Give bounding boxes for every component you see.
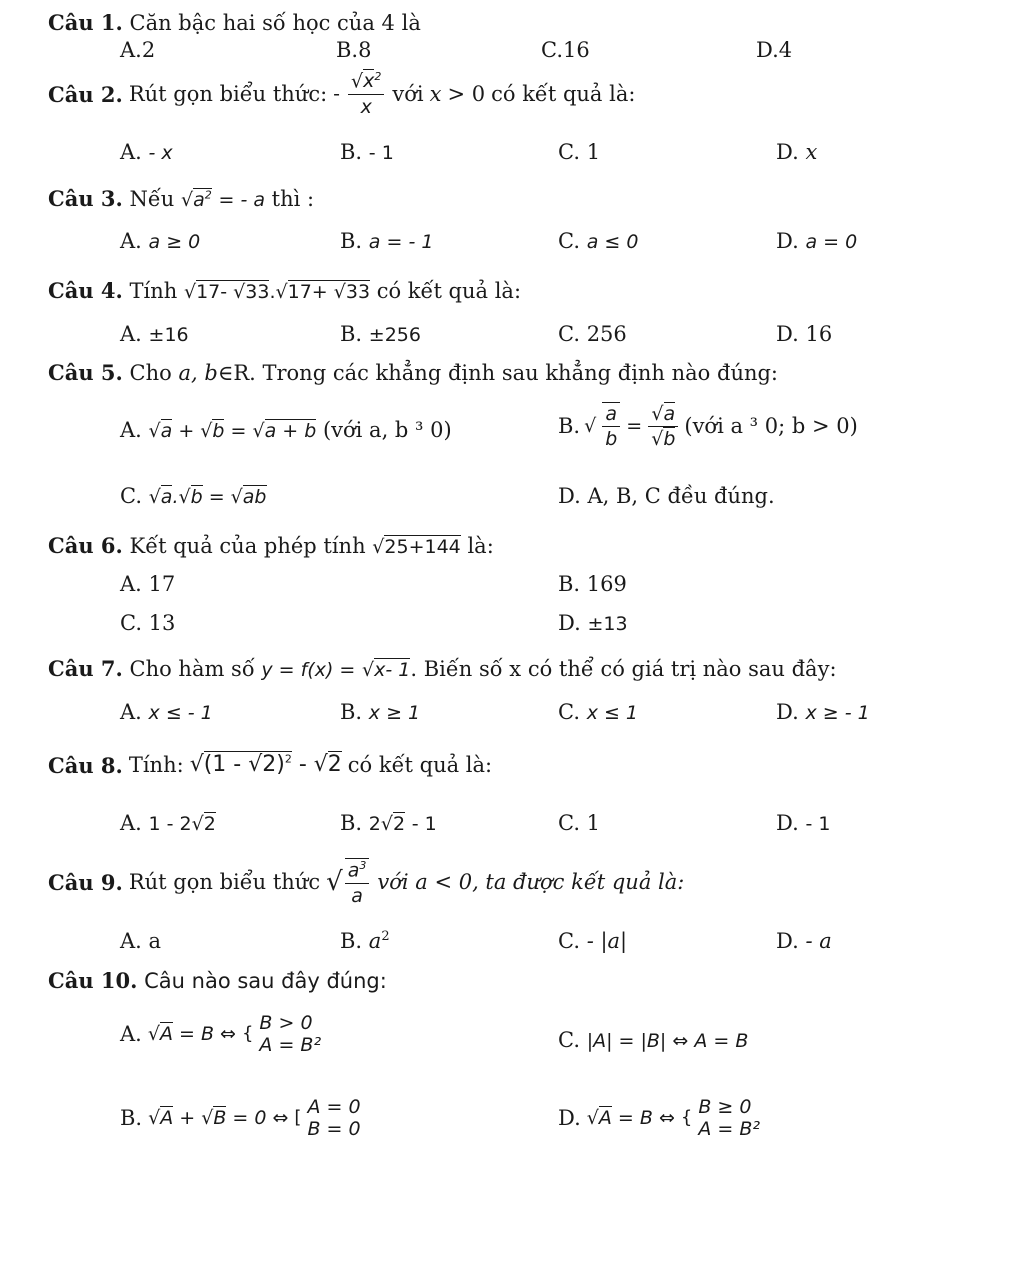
q1-option-a[interactable]: A.2	[120, 38, 156, 62]
question-5	[48, 360, 778, 386]
q10-option-d[interactable]: D. √A = B ⇔ { B ≥ 0 A = B²	[558, 1096, 760, 1140]
q4-option-b[interactable]: B. ±256	[340, 322, 421, 346]
q7-option-b[interactable]: B. x ≥ 1	[340, 700, 421, 724]
q3-option-b[interactable]: B. a = - 1	[340, 229, 434, 253]
question-1	[48, 10, 421, 36]
q4-product: √17- √33.√17+ √33	[183, 281, 371, 303]
q9-option-b[interactable]: B. $a^2$	[340, 929, 390, 953]
q2-option-a[interactable]: A. - x	[120, 140, 173, 164]
q4-option-c[interactable]: C. 256	[558, 322, 627, 346]
q5-set: ∈R	[217, 361, 250, 385]
q8-expr: √(1 - √2)$^2$ - √2	[189, 752, 342, 777]
q10-option-a[interactable]: A. √A = B ⇔ { B > 0 A = B²	[120, 1012, 322, 1056]
q1-option-d[interactable]: D.4	[756, 38, 793, 62]
question-8	[48, 752, 492, 778]
q6-label: Câu 6.	[48, 533, 123, 558]
q8-tail: có kết quả là:	[347, 752, 493, 777]
q2-label: Câu 2.	[48, 81, 123, 107]
q7-option-a[interactable]: A. x ≤ - 1	[120, 700, 213, 724]
q5-tail: . Trong các khẳng định sau khẳng định nào đúng:	[249, 361, 779, 385]
q2-text: Rút gọn biểu thức:	[128, 81, 328, 106]
q3-text: Nếu	[129, 187, 175, 211]
q5-text: Cho	[129, 361, 172, 385]
q1-text: Căn bậc hai số học của	[129, 11, 375, 35]
q5-vars: a, b	[178, 361, 218, 385]
q6-option-b[interactable]: B. 169	[558, 572, 627, 596]
q6-tail: là:	[467, 534, 494, 558]
q9-label: Câu 9.	[48, 870, 123, 896]
q2-numerator: $√x^2$	[348, 70, 384, 95]
question-6	[48, 533, 494, 559]
q10-text: Câu nào sau đây đúng:	[144, 969, 387, 993]
q1-number: 4	[381, 11, 395, 35]
q7-function: y = f(x) =	[261, 659, 356, 681]
q2-denominator: x	[360, 96, 372, 119]
q2-minus: -	[333, 83, 341, 106]
question-2	[48, 70, 635, 119]
question-10	[48, 968, 387, 994]
q2-tail: có kết quả là:	[491, 81, 636, 106]
q9-option-c[interactable]: C. - |a|	[558, 929, 628, 953]
q1-label: Câu 1.	[48, 10, 123, 35]
q5-option-c[interactable]: C. √a.√b = √ab	[120, 484, 267, 508]
q6-option-a[interactable]: A. 17	[120, 572, 176, 596]
question-3	[48, 186, 314, 212]
q2-option-c[interactable]: C. 1	[558, 140, 601, 164]
q7-option-d[interactable]: D. x ≥ - 1	[776, 700, 870, 724]
question-7	[48, 656, 837, 682]
q6-text: Kết quả của phép tính	[129, 534, 366, 558]
q3-rhs: = - a	[218, 189, 265, 211]
q7-expr: √x- 1	[362, 659, 411, 681]
q7-label: Câu 7.	[48, 656, 123, 681]
q2-option-d[interactable]: D. x	[776, 140, 818, 164]
q8-option-c[interactable]: C. 1	[558, 811, 601, 835]
q8-option-d[interactable]: D. - 1	[776, 811, 831, 835]
q5-label: Câu 5.	[48, 360, 123, 385]
q3-label: Câu 3.	[48, 186, 123, 211]
q5-option-d[interactable]: D. A, B, C đều đúng.	[558, 484, 775, 508]
q4-text: Tính	[129, 279, 178, 303]
q9-fraction: $\frac{a^3}{a}$	[345, 858, 370, 908]
q2-cond: với	[392, 81, 424, 106]
question-4	[48, 278, 521, 304]
q7-option-c[interactable]: C. x ≤ 1	[558, 700, 639, 724]
q3-option-d[interactable]: D. a = 0	[776, 229, 858, 253]
q9-sqrt: √	[326, 867, 343, 898]
q3-tail: thì :	[271, 187, 315, 211]
q3-sqrt-expr: $√a^2$	[181, 188, 212, 211]
q8-text: Tính:	[128, 752, 184, 777]
q4-option-d[interactable]: D. 16	[776, 322, 833, 346]
q9-tail: với a < 0, ta được kết quả là:	[377, 870, 685, 895]
q10-option-c[interactable]: C. |A| = |B| ⇔ A = B	[558, 1028, 749, 1052]
q3-option-c[interactable]: C. a ≤ 0	[558, 229, 639, 253]
q8-option-b[interactable]: B. 2√2 - 1	[340, 811, 437, 835]
q9-option-a[interactable]: A. a	[120, 929, 162, 953]
q6-option-d[interactable]: D. ±13	[558, 611, 628, 635]
q6-option-c[interactable]: C. 13	[120, 611, 176, 635]
q2-cond-var: x	[429, 81, 442, 106]
q4-tail: có kết quả là:	[376, 279, 522, 303]
q9-text: Rút gọn biểu thức	[128, 870, 321, 895]
question-9	[48, 858, 684, 908]
q7-tail: . Biến số x có thể có giá trị nào sau đây:	[410, 657, 837, 681]
q2-fraction	[348, 70, 384, 119]
q8-label: Câu 8.	[48, 752, 123, 778]
q5-option-b[interactable]: B. √ $\frac{a}{b}$ = $\frac{√a}{√b}$ (với a ³ 0; b > 0)	[558, 402, 858, 450]
q1-tail: là	[401, 11, 421, 35]
q10-label: Câu 10.	[48, 968, 138, 993]
q6-expr: √25+144	[372, 536, 461, 558]
q1-option-b[interactable]: B.8	[336, 38, 372, 62]
q7-text: Cho hàm số	[129, 657, 255, 681]
q3-option-a[interactable]: A. a ≥ 0	[120, 229, 201, 253]
q9-option-d[interactable]: D. - a	[776, 929, 832, 953]
q1-option-c[interactable]: C.16	[541, 38, 590, 62]
q8-option-a[interactable]: A. 1 - 2√2	[120, 811, 216, 835]
q5-option-a[interactable]: A. √a + √b = √a + b (với a, b ³ 0)	[120, 418, 452, 442]
q2-cond-op: > 0	[447, 81, 486, 106]
q2-option-b[interactable]: B. - 1	[340, 140, 394, 164]
q10-option-b[interactable]: B. √A + √B = 0 ⇔ [ A = 0 B = 0	[120, 1096, 361, 1140]
q4-label: Câu 4.	[48, 278, 123, 303]
q4-option-a[interactable]: A. ±16	[120, 322, 189, 346]
